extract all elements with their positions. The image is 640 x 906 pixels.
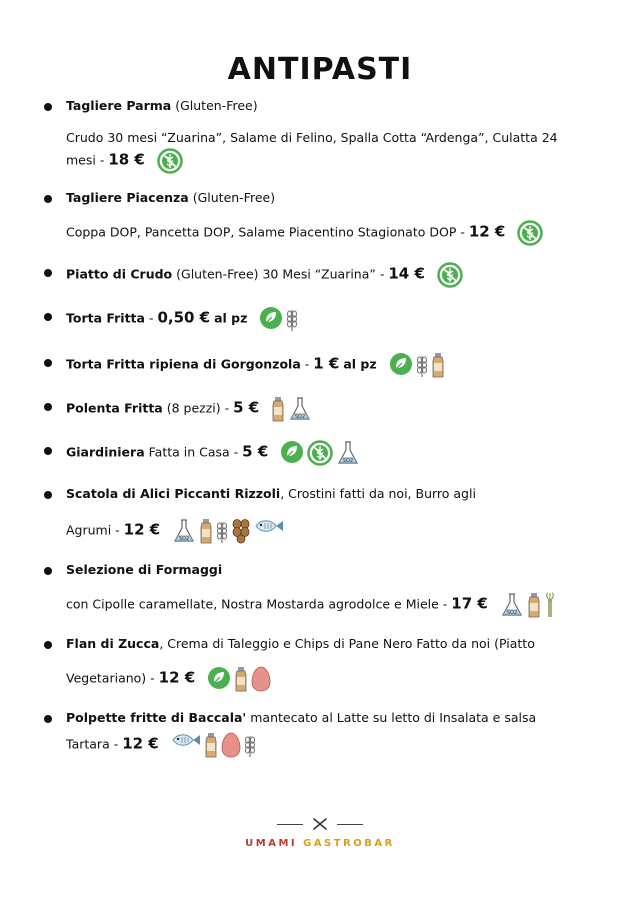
bullet bbox=[44, 641, 52, 649]
milk-icon bbox=[199, 518, 213, 544]
item-unit: al pz bbox=[343, 356, 377, 372]
item-name: Tagliere Piacenza bbox=[66, 190, 189, 205]
item-price: 0,50 € bbox=[157, 308, 211, 327]
item-unit: al pz bbox=[214, 310, 248, 326]
list-item bbox=[44, 634, 604, 692]
item-rest: Fatta in Casa - bbox=[148, 444, 239, 460]
cutlery-icon bbox=[312, 815, 328, 834]
milk-icon bbox=[234, 666, 248, 692]
bullet bbox=[44, 195, 52, 203]
vegetarian-icon bbox=[389, 352, 413, 378]
item-name: Polenta Fritta bbox=[66, 400, 163, 416]
vegetarian-icon bbox=[280, 440, 304, 466]
item-rest: , Crema di Taleggio e Chips di Pane Nero Fatto da noi (Piatto bbox=[159, 636, 535, 651]
divider bbox=[277, 824, 303, 825]
list-item bbox=[44, 306, 604, 332]
item-price: 12 € bbox=[123, 520, 161, 539]
item-rest: - bbox=[304, 356, 310, 372]
item-name: Piatto di Crudo bbox=[66, 266, 173, 282]
item-price: 12 € bbox=[122, 734, 159, 753]
vegetarian-icon bbox=[207, 666, 231, 692]
item-price: 5 € bbox=[242, 442, 269, 461]
fish-icon bbox=[254, 518, 284, 544]
page-title: ANTIPASTI bbox=[227, 52, 413, 87]
list-item bbox=[44, 396, 604, 422]
bullet bbox=[44, 567, 52, 575]
bullet bbox=[44, 491, 52, 499]
item-rest: mantecato al Latte su letto di Insalata e salsa bbox=[250, 710, 537, 725]
bullet bbox=[44, 715, 52, 723]
item-rest: , Crostini fatti da noi, Burro agli bbox=[280, 486, 476, 501]
svg-text:SO2: SO2 bbox=[179, 536, 190, 542]
item-name: Flan di Zucca bbox=[66, 636, 160, 651]
item-price: 17 € bbox=[451, 594, 488, 613]
item-desc: Agrumi - bbox=[66, 522, 120, 538]
bullet bbox=[44, 359, 52, 367]
list-item bbox=[44, 484, 604, 544]
gluten-free-icon bbox=[437, 262, 463, 288]
celery-icon bbox=[544, 592, 556, 618]
item-price: 14 € bbox=[388, 264, 425, 283]
egg-icon bbox=[221, 732, 241, 758]
bullet bbox=[44, 403, 52, 411]
item-desc: Vegetariano) - bbox=[66, 670, 155, 686]
item-name: Torta Fritta ripiena di Gorgonzola bbox=[66, 356, 301, 372]
gluten-free-icon bbox=[307, 440, 333, 466]
svg-text:SO2: SO2 bbox=[343, 458, 354, 464]
sulfites-icon bbox=[500, 592, 524, 618]
gluten-free-icon bbox=[157, 148, 183, 174]
wheat-icon bbox=[216, 518, 228, 544]
item-name: Torta Fritta bbox=[66, 310, 145, 326]
item-desc: Coppa DOP, Pancetta DOP, Salame Piacentino Stagionato DOP - bbox=[66, 224, 465, 240]
item-rest: (8 pezzi) - bbox=[166, 400, 230, 416]
list-item bbox=[44, 352, 604, 378]
list-item bbox=[44, 440, 604, 466]
sulfites-icon bbox=[172, 518, 196, 544]
item-desc: Crudo 30 mesi “Zuarina”, Salame di Felino, Spalla Cotta “Ardenga”, Culatta 24 mesi - bbox=[66, 130, 558, 168]
wheat-icon bbox=[286, 306, 298, 332]
list-item bbox=[44, 708, 604, 758]
item-price: 12 € bbox=[158, 668, 196, 687]
item-price: 1 € bbox=[313, 354, 340, 373]
item-note: (Gluten-Free) bbox=[175, 98, 258, 113]
sulfites-icon bbox=[336, 440, 360, 466]
bullet bbox=[44, 447, 52, 455]
list-item bbox=[44, 560, 604, 618]
vegetarian-icon bbox=[259, 306, 283, 332]
brand-name: UMAMI GASTROBAR bbox=[245, 838, 395, 849]
fish-icon bbox=[171, 732, 201, 758]
divider bbox=[337, 824, 363, 825]
soy-icon bbox=[231, 518, 251, 544]
item-price: 18 € bbox=[108, 150, 145, 169]
item-name: Scatola di Alici Piccanti Rizzoli bbox=[66, 486, 281, 501]
item-name: Giardiniera bbox=[66, 444, 145, 460]
gluten-free-icon bbox=[517, 220, 543, 246]
svg-text:SO2: SO2 bbox=[295, 414, 306, 420]
egg-icon bbox=[251, 666, 271, 692]
bullet bbox=[44, 269, 52, 277]
item-note: (Gluten-Free) bbox=[192, 190, 276, 205]
wheat-icon bbox=[244, 732, 256, 758]
bullet bbox=[44, 103, 52, 111]
footer-logo bbox=[0, 814, 640, 849]
item-name: Polpette fritte di Baccala' bbox=[66, 710, 247, 725]
item-desc: con Cipolle caramellate, Nostra Mostarda agrodolce e Miele - bbox=[66, 596, 448, 612]
sulfites-icon bbox=[288, 396, 312, 422]
wheat-icon bbox=[416, 352, 428, 378]
item-price: 12 € bbox=[468, 222, 506, 241]
item-name: Selezione di Formaggi bbox=[66, 562, 223, 577]
list-item bbox=[44, 262, 604, 288]
milk-icon bbox=[271, 396, 285, 422]
item-name: Tagliere Parma bbox=[66, 98, 172, 113]
list-item bbox=[44, 96, 604, 174]
item-desc: Tartara - bbox=[66, 736, 119, 752]
milk-icon bbox=[204, 732, 218, 758]
milk-icon bbox=[527, 592, 541, 618]
item-price: 5 € bbox=[233, 398, 260, 417]
milk-icon bbox=[431, 352, 445, 378]
menu-list bbox=[44, 96, 604, 758]
bullet bbox=[44, 313, 52, 321]
svg-text:SO2: SO2 bbox=[506, 610, 517, 616]
item-rest: (Gluten-Free) 30 Mesi “Zuarina” - bbox=[176, 266, 385, 282]
item-rest: - bbox=[148, 310, 154, 326]
list-item bbox=[44, 188, 604, 246]
